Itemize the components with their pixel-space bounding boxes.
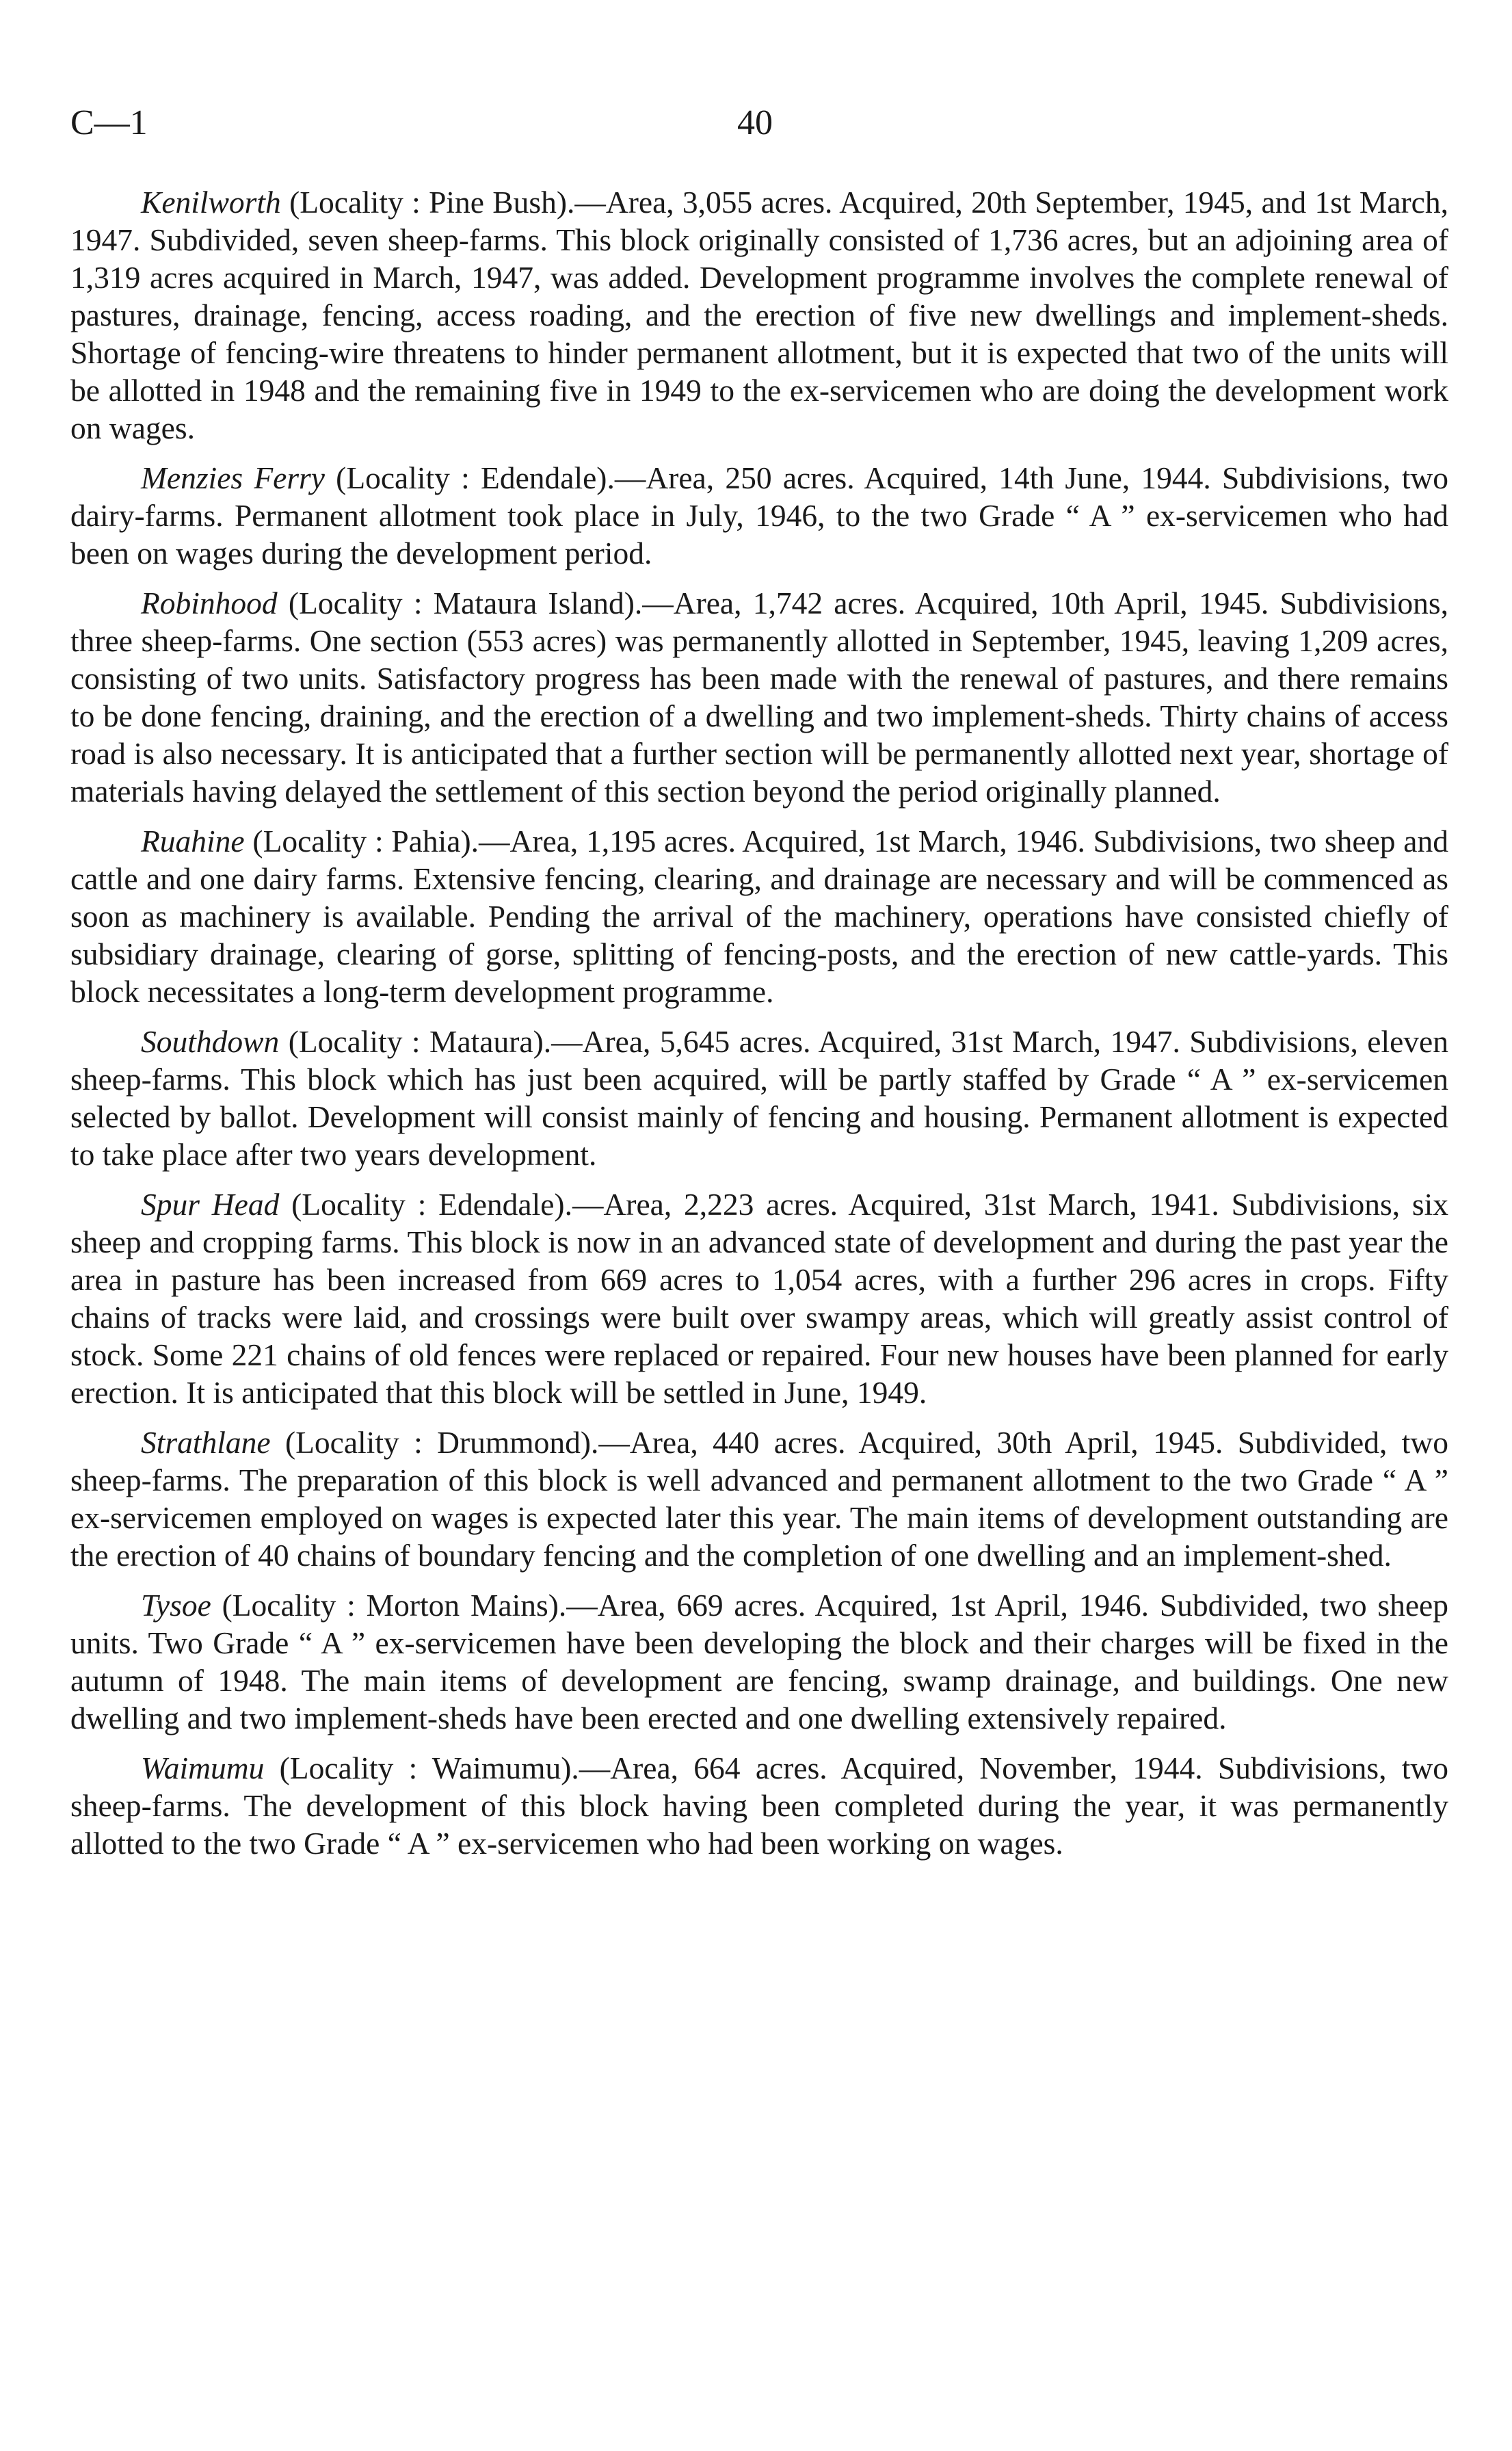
page-number: 40 — [737, 103, 773, 142]
entry-text: (Locality : Edendale).—Area, 2,223 acres. Acquired, 31st March, 1941. Subdivisions, six sheep and cropping farms. This block is now in an advanced state of development and during the past year the area in pasture has been increased from 669 acres to 1,054 acres, with a further 296 acres in crops. Fifty chains of tracks were laid, and crossings were built over swampy areas, which will greatly assist control of stock. Some 221 chains of old fences were replaced or repaired. Four new houses have been planned for early erection. It is anticipated that this block will be settled in June, 1949. — [70, 1187, 1448, 1410]
entry-text: (Locality : Waimumu).—Area, 664 acres. Acquired, November, 1944. Subdivisions, two sheep-farms. The development of this block having been completed during the year, it was permanently allotted to the two Grade “ A ” ex-servicemen who had been working on wages. — [70, 1751, 1448, 1861]
entry-text: (Locality : Mataura).—Area, 5,645 acres. Acquired, 31st March, 1947. Subdivisions, eleven sheep-farms. This block which has just been acquired, will be partly staffed by Grade “ A ” ex-servicemen selected by ballot. Development will consist mainly of fencing and housing. Permanent allotment is expected to take place after two years development. — [70, 1024, 1448, 1172]
entry-menzies-ferry — [70, 459, 1448, 572]
entry-kenilworth — [70, 183, 1448, 447]
document-reference: C—1 — [70, 103, 148, 142]
entry-strathlane — [70, 1424, 1448, 1574]
entry-name: Kenilworth — [141, 185, 281, 220]
entry-name: Ruahine — [141, 824, 245, 858]
entry-text: (Locality : Pahia).—Area, 1,195 acres. Acquired, 1st March, 1946. Subdivisions, two sheep and cattle and one dairy farms. Extensive fencing, clearing, and drainage are necessary and will be commenced as soon as machinery is available. Pending the arrival of the machinery, operations have consisted chiefly of subsidiary drainage, clearing of gorse, splitting of fencing-posts, and the erection of new cattle-yards. This block necessitates a long-term development programme. — [70, 824, 1448, 1009]
entry-robinhood — [70, 584, 1448, 810]
entry-tysoe — [70, 1586, 1448, 1737]
entry-name: Southdown — [141, 1024, 280, 1059]
block-entries — [70, 183, 1448, 1862]
entry-name: Waimumu — [141, 1751, 265, 1785]
page-header — [70, 103, 1448, 157]
entry-name: Tysoe — [141, 1588, 211, 1623]
entry-text: (Locality : Morton Mains).—Area, 669 acres. Acquired, 1st April, 1946. Subdivided, two sheep units. Two Grade “ A ” ex-servicemen have been developing the block and their charges will be fixed in the autumn of 1948. The main items of development are fencing, swamp drainage, and buildings. One new dwelling and two implement-sheds have been erected and one dwelling extensively repaired. — [70, 1588, 1448, 1735]
entry-text: (Locality : Edendale).—Area, 250 acres. Acquired, 14th June, 1944. Subdivisions, two dairy-farms. Permanent allotment took place in July, 1946, to the two Grade “ A ” ex-servicemen who had been on wages during the development period. — [70, 460, 1448, 571]
entry-name: Strathlane — [141, 1425, 271, 1460]
entry-ruahine — [70, 822, 1448, 1010]
entry-name: Robinhood — [141, 586, 278, 620]
entry-spur-head — [70, 1185, 1448, 1411]
entry-southdown — [70, 1023, 1448, 1173]
entry-text: (Locality : Mataura Island).—Area, 1,742 acres. Acquired, 10th April, 1945. Subdivisions, three sheep-farms. One section (553 acres) was permanently allotted in September, 1945, leaving 1,209 acres, consisting of two units. Satisfactory progress has been made with the renewal of pastures, and there remains to be done fencing, draining, and the erection of a dwelling and two implement-sheds. Thirty chains of access road is also necessary. It is anticipated that a further section will be permanently allotted next year, shortage of materials having delayed the settlement of this section beyond the period originally planned. — [70, 586, 1448, 809]
entry-name: Spur Head — [141, 1187, 280, 1222]
entry-waimumu — [70, 1749, 1448, 1862]
document-page — [70, 103, 1448, 1874]
entry-text: (Locality : Drummond).—Area, 440 acres. Acquired, 30th April, 1945. Subdivided, two sheep-farms. The preparation of this block is well advanced and permanent allotment to the two Grade “ A ” ex-servicemen employed on wages is expected later this year. The main items of development outstanding are the erection of 40 chains of boundary fencing and the completion of one dwelling and an implement-shed. — [70, 1425, 1448, 1573]
entry-name: Menzies Ferry — [141, 460, 325, 495]
entry-text: (Locality : Pine Bush).—Area, 3,055 acres. Acquired, 20th September, 1945, and 1st March, 1947. Subdivided, seven sheep-farms. This block originally consisted of 1,736 acres, but an adjoining area of 1,319 acres acquired in March, 1947, was added. Development programme involves the complete renewal of pastures, drainage, fencing, access roading, and the erection of five new dwellings and implement-sheds. Shortage of fencing-wire threatens to hinder permanent allotment, but it is expected that two of the units will be allotted in 1948 and the remaining five in 1949 to the ex-servicemen who are doing the development work on wages. — [70, 185, 1448, 445]
